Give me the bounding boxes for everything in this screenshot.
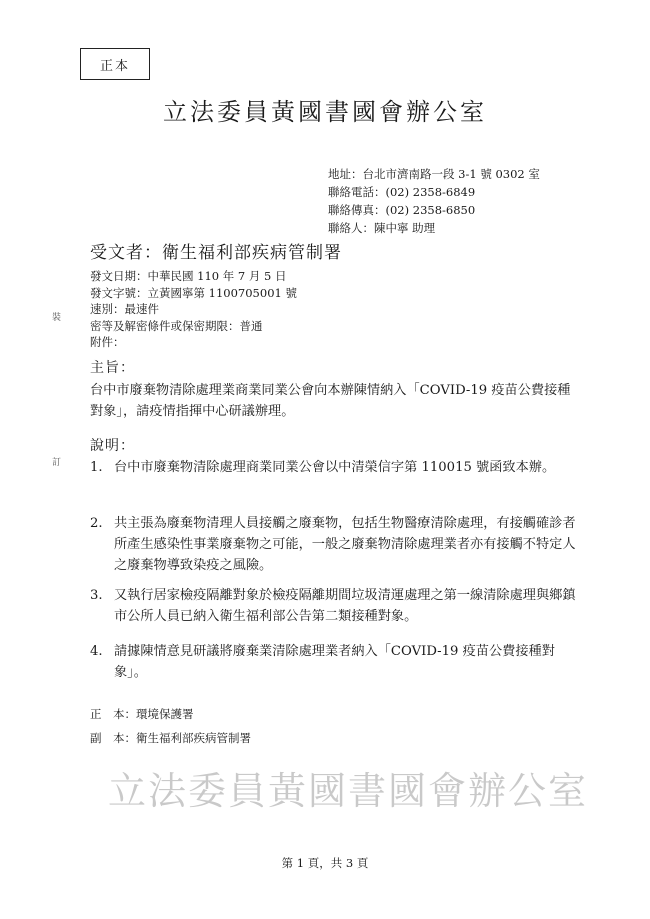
office-title: 立法委員黃國書國會辦公室 bbox=[163, 98, 487, 126]
item-text: 請據陳情意見研議將廢棄業清除處理業者納入「COVID-19 疫苗公費接種對象」。 bbox=[114, 644, 555, 680]
attachment: 附件： bbox=[90, 335, 125, 349]
item-number: 1. bbox=[90, 460, 103, 475]
item-text: 共主張為廢棄物清理人員接觸之廢棄物，包括生物醫療清除處理，有接觸確診者所產生感染性事業廢棄物之可能，一般之廢棄物清除處理業者亦有接觸不特定人之廢棄物導致染疫之風險。 bbox=[114, 516, 576, 573]
document-meta bbox=[90, 268, 297, 351]
contact-block bbox=[328, 165, 540, 237]
item-text: 又執行居家檢疫隔離對象於檢疫隔離期間垃圾清運處理之第一線清除處理與鄉鎮市公所人員已納入衛生福利部公告第二類接種對象。 bbox=[114, 588, 576, 624]
staple-mark: 訂 bbox=[52, 458, 62, 468]
contact-fax: 聯絡傳真：(02) 2358-6850 bbox=[328, 203, 476, 217]
issue-number: 發文字號：立黃國寧第 1100705001 號 bbox=[90, 285, 297, 300]
explanation-item bbox=[90, 457, 580, 478]
original-recipient: 正 本：環境保護署 bbox=[90, 707, 194, 721]
copy-recipient: 副 本：衛生福利部疾病管制署 bbox=[90, 731, 251, 745]
explanation-item bbox=[90, 513, 580, 576]
secrecy-level: 密等及解密條件或保密期限：普通 bbox=[90, 318, 263, 333]
contact-phone: 聯絡電話：(02) 2358-6849 bbox=[328, 185, 476, 199]
binding-mark: 裝 bbox=[52, 313, 62, 323]
original-copy-stamp bbox=[80, 48, 150, 80]
explanation-item bbox=[90, 641, 580, 683]
speed-class: 速別：最速件 bbox=[90, 302, 159, 316]
item-text: 台中市廢棄物清除處理商業同業公會以中清榮信字第 110015 號函致本辦。 bbox=[114, 460, 556, 475]
office-seal: 立法委員黃國書國會辦公室 bbox=[108, 769, 589, 813]
subject-text: 台中市廢棄物清除處理業商業同業公會向本辦陳情納入「COVID-19 疫苗公費接種對象」，請疫情指揮中心研議辦理。 bbox=[90, 383, 571, 419]
stamp-label: 正本 bbox=[99, 58, 130, 74]
item-number: 3. bbox=[90, 588, 103, 603]
item-number: 2. bbox=[90, 516, 103, 531]
issue-date: 發文日期：中華民國 110 年 7 月 5 日 bbox=[90, 269, 287, 283]
subject-heading: 主旨： bbox=[90, 360, 135, 376]
contact-person: 聯絡人：陳中寧 助理 bbox=[328, 221, 436, 235]
page-number: 第 1 頁，共 3 頁 bbox=[281, 856, 369, 870]
item-number: 4. bbox=[90, 644, 103, 659]
recipient: 受文者：衛生福利部疾病管制署 bbox=[90, 243, 342, 263]
explanation-item bbox=[90, 585, 580, 627]
explanation-heading: 說明： bbox=[90, 438, 135, 454]
contact-address: 地址：台北市濟南路一段 3-1 號 0302 室 bbox=[328, 167, 540, 181]
